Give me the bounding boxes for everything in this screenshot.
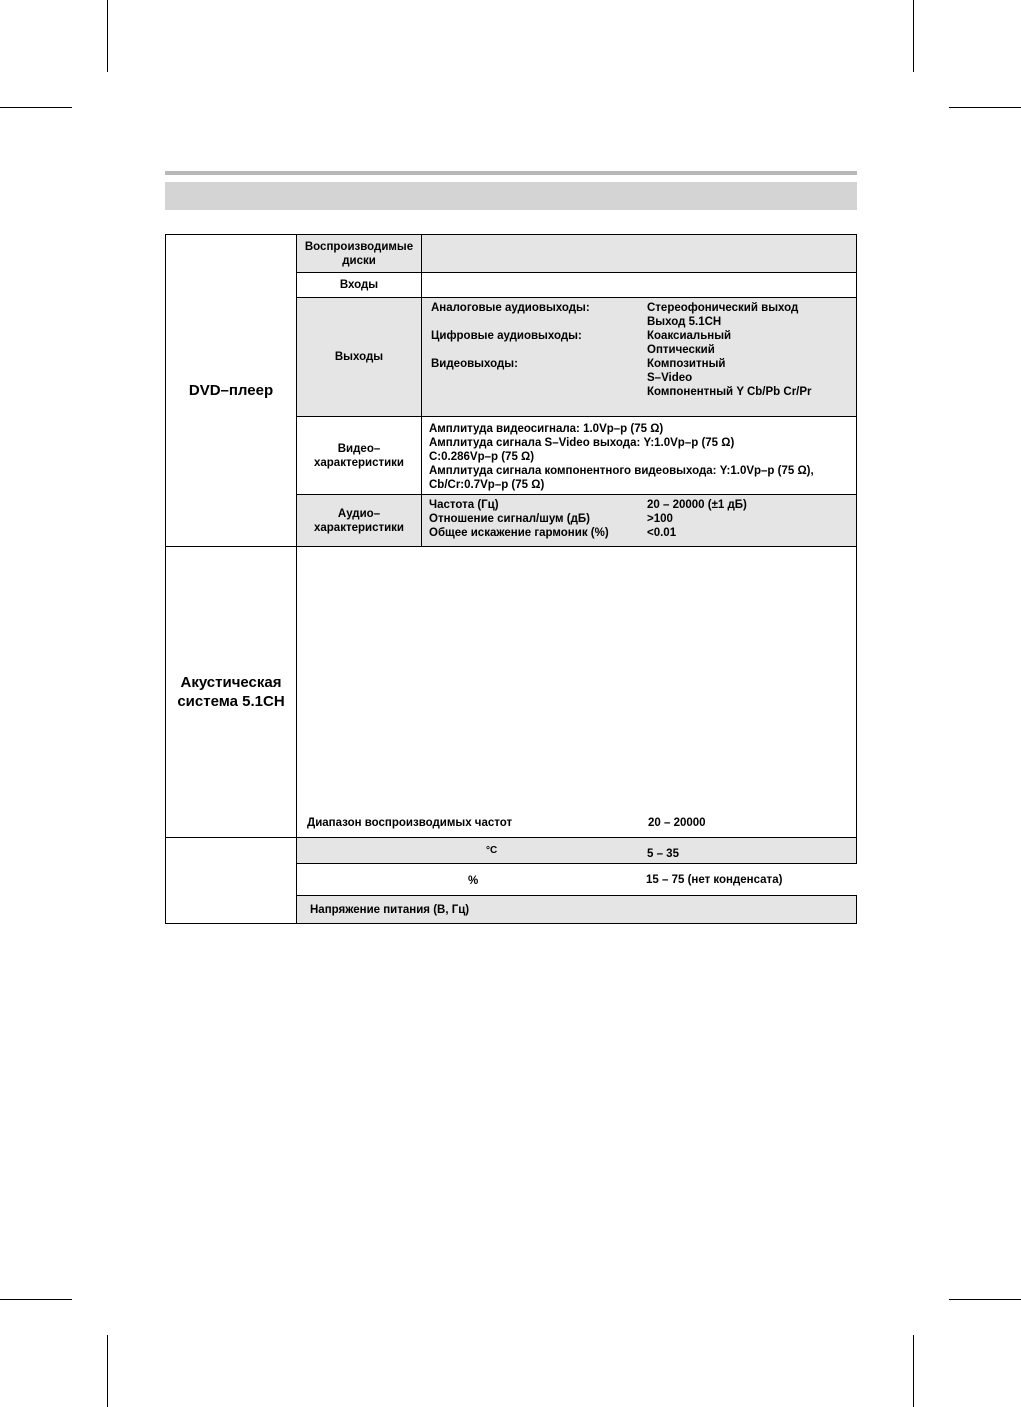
temperature-value: 5 – 35 [647, 848, 679, 860]
inputs-label: Входы [339, 279, 379, 291]
video-specs-value-cell [421, 416, 857, 495]
outputs-label: Выходы [334, 351, 384, 363]
audio-spec-value: 20 – 20000 (±1 дБ) [647, 499, 747, 511]
digital-output-value: Коаксиальный [647, 330, 732, 342]
crop-mark [949, 107, 1021, 108]
audio-spec-value: >100 [647, 513, 673, 525]
analog-output-value: Стереофонический выход [647, 302, 799, 314]
inputs-label-cell [296, 272, 422, 298]
video-spec-line: Амплитуда видеосигнала: 1.0Vp–p (75 Ω) [429, 423, 664, 435]
video-specs-label-cell [296, 416, 422, 495]
analog-output-value: Выход 5.1CH [647, 316, 722, 328]
digital-outputs-label: Цифровые аудиовыходы: [431, 330, 582, 342]
audio-spec-name: Частота (Гц) [429, 499, 499, 511]
audio-spec-value: <0.01 [647, 527, 677, 539]
video-output-value: S–Video [647, 372, 693, 384]
video-spec-line: Амплитуда сигнала компонентного видеовыхода: Y:1.0Vp–p (75 Ω), [429, 465, 814, 477]
audio-specs-label-cell [296, 494, 422, 547]
discs-value-cell [421, 234, 857, 273]
audio-specs-value-cell [421, 494, 857, 547]
video-specs-label: Видео– характеристики [313, 442, 404, 469]
power-row [296, 895, 857, 924]
crop-mark [913, 0, 914, 72]
temperature-unit: °C [486, 845, 498, 856]
discs-label-cell [296, 234, 422, 273]
frequency-range-value: 20 – 20000 [648, 817, 706, 829]
temperature-row [296, 837, 857, 864]
speakers-value-cell [296, 546, 857, 838]
video-outputs-label: Видеовыходы: [431, 358, 518, 370]
crop-mark [949, 1299, 1021, 1300]
audio-spec-name: Общее искажение гармоник (%) [429, 527, 609, 539]
inputs-value-cell [421, 272, 857, 298]
audio-specs-label: Аудио– характеристики [313, 507, 404, 534]
crop-mark [0, 107, 72, 108]
crop-mark [107, 0, 108, 72]
digital-output-value: Оптический [647, 344, 715, 356]
general-section-label [165, 837, 297, 924]
audio-spec-name: Отношение сигнал/шум (дБ) [429, 513, 590, 525]
power-label: Напряжение питания (В, Гц) [310, 904, 470, 916]
video-spec-line: Cb/Cr:0.7Vp–p (75 Ω) [429, 479, 545, 491]
crop-mark [0, 1299, 72, 1300]
header-rule [165, 171, 857, 175]
video-output-value: Композитный [647, 358, 726, 370]
humidity-row [297, 864, 856, 896]
outputs-value-cell [421, 297, 857, 417]
dvd-section-label [165, 234, 297, 547]
video-spec-line: C:0.286Vp–p (75 Ω) [429, 451, 535, 463]
dvd-section-text: DVD–плеер [188, 382, 274, 399]
analog-outputs-label: Аналоговые аудиовыходы: [431, 302, 590, 314]
header-bar [165, 182, 857, 210]
humidity-value: 15 – 75 (нет конденсата) [646, 874, 783, 886]
humidity-unit: % [468, 875, 479, 887]
video-spec-line: Амплитуда сигнала S–Video выхода: Y:1.0Vp–p (75 Ω) [429, 437, 735, 449]
frequency-range-label: Диапазон воспроизводимых частот [307, 817, 513, 829]
crop-mark [107, 1335, 108, 1407]
discs-label: Воспроизводимые диски [304, 240, 414, 267]
speakers-section-label [165, 546, 297, 838]
outputs-label-cell [296, 297, 422, 417]
speakers-section-text: Акустическая система 5.1CH [177, 674, 285, 710]
crop-mark [913, 1335, 914, 1407]
video-output-value: Компонентный Y Cb/Pb Cr/Pr [647, 386, 812, 398]
